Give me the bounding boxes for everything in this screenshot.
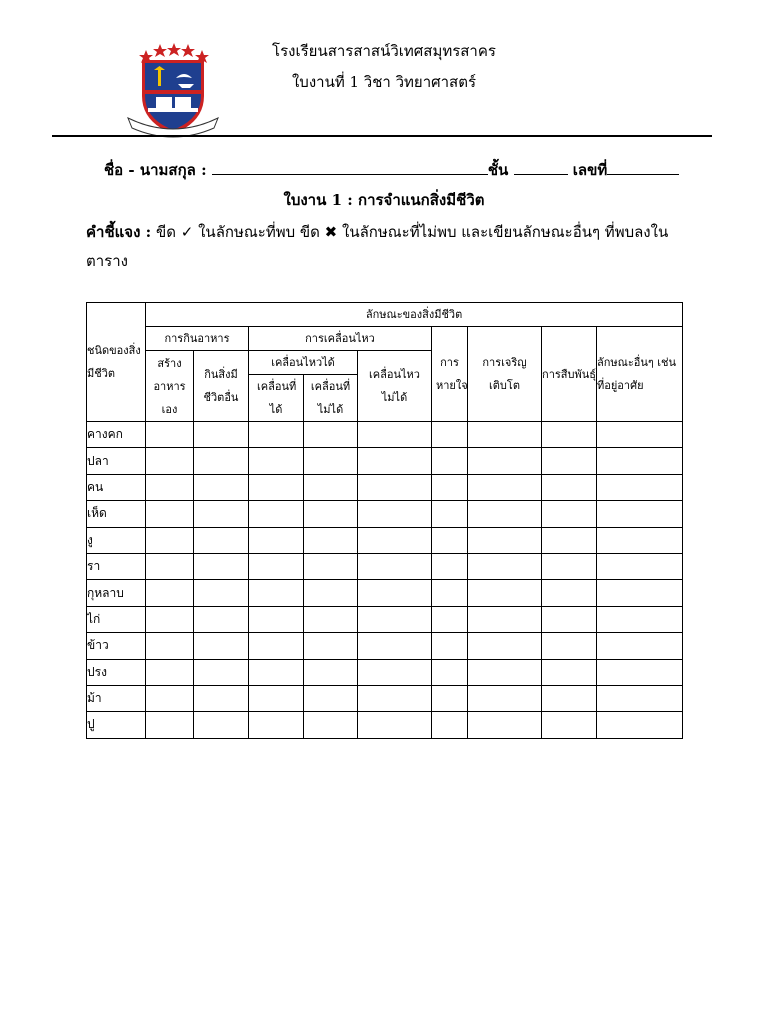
answer-cell[interactable] xyxy=(358,606,432,632)
answer-cell[interactable] xyxy=(468,527,542,553)
worksheet-subject-line: ใบงานที่ 1 วิชา วิทยาศาสตร์ xyxy=(291,73,477,91)
answer-cell[interactable] xyxy=(194,527,249,553)
answer-cell[interactable] xyxy=(249,580,304,606)
answer-cell[interactable] xyxy=(597,422,683,448)
instruction-text-3: ในลักษณะที่ไม่พบ และเขียนลักษณะอื่นๆ ที่พบลงในตาราง xyxy=(86,223,669,270)
student-info-line xyxy=(104,158,679,182)
answer-cell[interactable] xyxy=(432,553,468,579)
answer-cell[interactable] xyxy=(304,580,358,606)
organism-name: กุหลาบ xyxy=(87,580,146,606)
instructions xyxy=(86,218,686,276)
table-row xyxy=(87,633,683,659)
answer-cell[interactable] xyxy=(432,633,468,659)
answer-cell[interactable] xyxy=(468,606,542,632)
not-move-place-header: เคลื่อนที่ไม่ได้ xyxy=(304,375,358,422)
answer-cell[interactable] xyxy=(358,633,432,659)
self-food-header: สร้างอาหารเอง xyxy=(146,351,194,422)
answer-cell[interactable] xyxy=(194,659,249,685)
organism-name: ข้าว xyxy=(87,633,146,659)
organism-name: งู xyxy=(87,527,146,553)
move-place-header: เคลื่อนที่ได้ xyxy=(249,375,304,422)
cannot-move-header: เคลื่อนไหวไม่ได้ xyxy=(358,351,432,422)
answer-cell[interactable] xyxy=(146,474,194,500)
answer-cell[interactable] xyxy=(432,501,468,527)
answer-cell[interactable] xyxy=(358,685,432,711)
table-row xyxy=(87,659,683,685)
answer-cell[interactable] xyxy=(597,606,683,632)
answer-cell[interactable] xyxy=(249,448,304,474)
answer-cell[interactable] xyxy=(304,633,358,659)
table-row xyxy=(87,448,683,474)
answer-cell[interactable] xyxy=(304,474,358,500)
answer-cell[interactable] xyxy=(597,712,683,738)
answer-cell[interactable] xyxy=(304,659,358,685)
organism-name: ปรง xyxy=(87,659,146,685)
organism-type-header: ชนิดของสิ่งมีชีวิต xyxy=(87,303,146,422)
answer-cell[interactable] xyxy=(597,448,683,474)
answer-cell[interactable] xyxy=(249,712,304,738)
organism-name: ไก่ xyxy=(87,606,146,632)
answer-cell[interactable] xyxy=(358,580,432,606)
answer-cell[interactable] xyxy=(542,448,597,474)
number-label: เลขที่ xyxy=(572,161,608,179)
table-row xyxy=(87,501,683,527)
answer-cell[interactable] xyxy=(597,633,683,659)
answer-cell[interactable] xyxy=(304,501,358,527)
header-divider xyxy=(52,135,712,137)
answer-cell[interactable] xyxy=(358,553,432,579)
answer-cell[interactable] xyxy=(542,659,597,685)
answer-cell[interactable] xyxy=(597,474,683,500)
answer-cell[interactable] xyxy=(194,633,249,659)
organism-name: ม้า xyxy=(87,685,146,711)
answer-cell[interactable] xyxy=(304,553,358,579)
answer-cell[interactable] xyxy=(249,474,304,500)
answer-cell[interactable] xyxy=(432,712,468,738)
table-row xyxy=(87,553,683,579)
answer-cell[interactable] xyxy=(304,422,358,448)
table-row xyxy=(87,580,683,606)
answer-cell[interactable] xyxy=(194,422,249,448)
answer-cell[interactable] xyxy=(146,422,194,448)
answer-cell[interactable] xyxy=(468,685,542,711)
answer-cell[interactable] xyxy=(542,527,597,553)
answer-cell[interactable] xyxy=(249,685,304,711)
name-label: ชื่อ - นามสกุล : xyxy=(104,161,207,179)
answer-cell[interactable] xyxy=(249,527,304,553)
answer-cell[interactable] xyxy=(146,712,194,738)
answer-cell[interactable] xyxy=(358,527,432,553)
answer-cell[interactable] xyxy=(304,712,358,738)
other-traits-header: ลักษณะอื่นๆ เช่น ที่อยู่อาศัย xyxy=(597,327,683,422)
reproduction-header: การสืบพันธุ์ xyxy=(542,327,597,422)
name-blank[interactable] xyxy=(212,160,488,175)
organism-name: ปู xyxy=(87,712,146,738)
answer-cell[interactable] xyxy=(304,685,358,711)
answer-cell[interactable] xyxy=(358,501,432,527)
table-row xyxy=(87,685,683,711)
answer-cell[interactable] xyxy=(194,474,249,500)
answer-cell[interactable] xyxy=(249,606,304,632)
answer-cell[interactable] xyxy=(304,448,358,474)
answer-cell[interactable] xyxy=(304,527,358,553)
answer-cell[interactable] xyxy=(468,553,542,579)
check-icon: ✓ xyxy=(180,223,194,241)
breathing-header: การหายใจ xyxy=(432,327,468,422)
table-row xyxy=(87,422,683,448)
table-row xyxy=(87,712,683,738)
answer-cell[interactable] xyxy=(432,527,468,553)
answer-cell[interactable] xyxy=(468,501,542,527)
answer-cell[interactable] xyxy=(194,712,249,738)
answer-cell[interactable] xyxy=(432,659,468,685)
answer-cell[interactable] xyxy=(542,685,597,711)
class-label: ชั้น xyxy=(487,161,509,179)
school-name: โรงเรียนสารสาสน์วิเทศสมุทรสาคร xyxy=(272,42,496,60)
answer-cell[interactable] xyxy=(358,659,432,685)
table-body xyxy=(87,422,683,739)
answer-cell[interactable] xyxy=(358,712,432,738)
number-blank[interactable] xyxy=(607,160,679,175)
answer-cell[interactable] xyxy=(432,422,468,448)
cross-icon: ✖ xyxy=(324,223,338,241)
answer-cell[interactable] xyxy=(542,606,597,632)
answer-cell[interactable] xyxy=(194,553,249,579)
answer-cell[interactable] xyxy=(597,527,683,553)
answer-cell[interactable] xyxy=(597,685,683,711)
answer-cell[interactable] xyxy=(597,553,683,579)
answer-cell[interactable] xyxy=(249,659,304,685)
answer-cell[interactable] xyxy=(146,527,194,553)
answer-cell[interactable] xyxy=(358,474,432,500)
instruction-label: คำชี้แจง : xyxy=(86,223,152,241)
answer-cell[interactable] xyxy=(194,606,249,632)
answer-cell[interactable] xyxy=(249,633,304,659)
answer-cell[interactable] xyxy=(542,553,597,579)
answer-cell[interactable] xyxy=(432,474,468,500)
answer-cell[interactable] xyxy=(146,553,194,579)
answer-cell[interactable] xyxy=(542,501,597,527)
answer-cell[interactable] xyxy=(468,474,542,500)
instruction-text-1: ขีด xyxy=(155,223,176,241)
answer-cell[interactable] xyxy=(597,580,683,606)
worksheet-title: ใบงาน 1 : การจำแนกสิ่งมีชีวิต xyxy=(283,191,485,209)
can-move-header: เคลื่อนไหวได้ xyxy=(249,351,358,375)
answer-cell[interactable] xyxy=(194,501,249,527)
table-row xyxy=(87,606,683,632)
answer-cell[interactable] xyxy=(146,659,194,685)
answer-cell[interactable] xyxy=(432,448,468,474)
eat-others-header: กินสิ่งมีชีวิตอื่น xyxy=(194,351,249,422)
answer-cell[interactable] xyxy=(542,580,597,606)
eating-header: การกินอาหาร xyxy=(146,327,249,351)
growth-header: การเจริญเติบโต xyxy=(468,327,542,422)
answer-cell[interactable] xyxy=(432,580,468,606)
organism-name: คางคก xyxy=(87,422,146,448)
answer-cell[interactable] xyxy=(146,685,194,711)
answer-cell[interactable] xyxy=(542,712,597,738)
answer-cell[interactable] xyxy=(468,580,542,606)
movement-header: การเคลื่อนไหว xyxy=(249,327,432,351)
answer-cell[interactable] xyxy=(146,606,194,632)
answer-cell[interactable] xyxy=(432,685,468,711)
answer-cell[interactable] xyxy=(249,422,304,448)
class-blank[interactable] xyxy=(514,160,568,175)
answer-cell[interactable] xyxy=(468,659,542,685)
answer-cell[interactable] xyxy=(304,606,358,632)
answer-cell[interactable] xyxy=(249,501,304,527)
answer-cell[interactable] xyxy=(468,633,542,659)
answer-cell[interactable] xyxy=(358,422,432,448)
answer-cell[interactable] xyxy=(194,448,249,474)
classification-table xyxy=(86,302,683,739)
organism-name: คน xyxy=(87,474,146,500)
answer-cell[interactable] xyxy=(597,659,683,685)
answer-cell[interactable] xyxy=(468,422,542,448)
answer-cell[interactable] xyxy=(146,448,194,474)
organism-name: เห็ด xyxy=(87,501,146,527)
table-row xyxy=(87,474,683,500)
instruction-text-2: ในลักษณะที่พบ ขีด xyxy=(198,223,320,241)
answer-cell[interactable] xyxy=(249,553,304,579)
answer-cell[interactable] xyxy=(468,448,542,474)
answer-cell[interactable] xyxy=(542,422,597,448)
organism-name: ปลา xyxy=(87,448,146,474)
answer-cell[interactable] xyxy=(194,685,249,711)
table-row xyxy=(87,527,683,553)
answer-cell[interactable] xyxy=(432,606,468,632)
characteristics-header: ลักษณะของสิ่งมีชีวิต xyxy=(146,303,683,327)
answer-cell[interactable] xyxy=(542,474,597,500)
answer-cell[interactable] xyxy=(146,501,194,527)
answer-cell[interactable] xyxy=(194,580,249,606)
answer-cell[interactable] xyxy=(146,580,194,606)
answer-cell[interactable] xyxy=(146,633,194,659)
answer-cell[interactable] xyxy=(597,501,683,527)
organism-name: รา xyxy=(87,553,146,579)
answer-cell[interactable] xyxy=(468,712,542,738)
answer-cell[interactable] xyxy=(542,633,597,659)
answer-cell[interactable] xyxy=(358,448,432,474)
